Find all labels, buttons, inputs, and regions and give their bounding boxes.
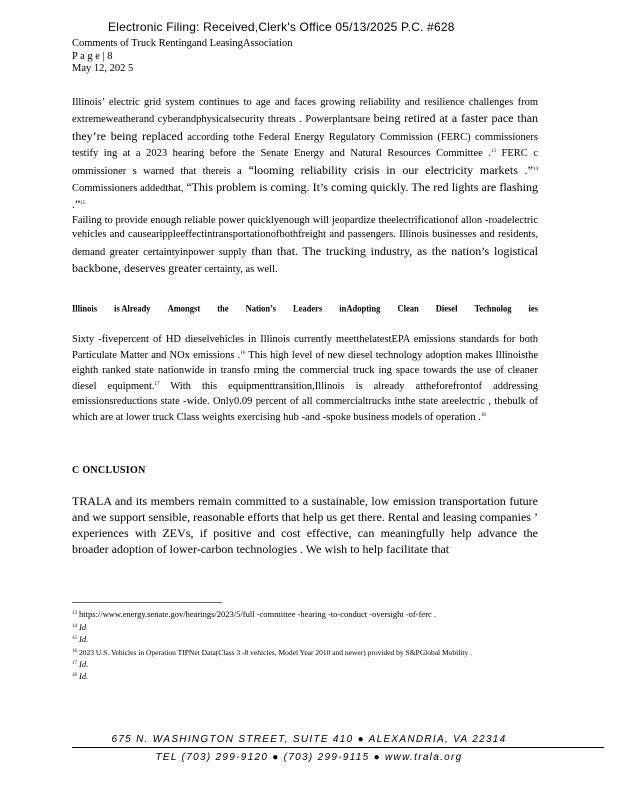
footnote-number: 15 [72, 636, 77, 641]
header-page-number: P a g e | 8 [72, 50, 113, 62]
p2-emphasis: than that. The trucking industry, as the nation’s logistical backbone, deserves greater [72, 243, 538, 276]
subheading-word: is Already [114, 302, 151, 314]
header-date: May 12, 202 5 [72, 63, 134, 74]
p1-quote: “looming reliability crisis in our electricity markets .” [241, 162, 533, 177]
subheading-word: Leaders [292, 302, 323, 314]
subheading-word: ies [528, 302, 538, 314]
footnote-text: Id. [79, 634, 89, 644]
footnote-text: Id. [79, 671, 89, 681]
subheading-word: Technolog [474, 302, 512, 314]
p1-text: Illinois’ electric grid system continues to age and faces growing reliability and resilience challenges from extremeweatherand cyberandphysicalsecurity threats . Powerplantsare [72, 97, 538, 126]
footnote-ref[interactable]: 14 [532, 166, 538, 172]
footnote-item [72, 621, 538, 634]
footnote-number: 17 [72, 660, 77, 666]
footnote-item [72, 658, 538, 671]
footnote-text: Id. [79, 658, 89, 669]
footnote-ref[interactable]: 17 [154, 382, 160, 388]
footnote-ref[interactable]: 13 [490, 149, 496, 155]
footnote-number: 16 [72, 648, 77, 654]
subheading-word: the [217, 302, 229, 314]
section-subheading [72, 303, 538, 314]
footnote-ref[interactable]: 15 [80, 201, 86, 207]
p2-text: Failing to provide enough reliable power quicklyenough will jeopardize theelectrificationof allon -roadelectric vehicles and causearippleeffectintransportationofbothfreight and passengers. Illinois businesses and residents, demand greater certaintyinpower supply [72, 215, 538, 258]
p1-quote: “This problem is coming. It’s coming quickly. The red lights are flashing .” [72, 180, 538, 212]
p1-text: Commissioners addedthat, [72, 183, 184, 195]
footnote-item [72, 646, 538, 658]
subheading-word: inAdopting [339, 302, 381, 314]
p1-text: according tothe Federal Energy Regulatory Commission (FERC) commissioners testify ing at a 2023 hearing before the Senate Energy and Natural Resources Committee . [72, 131, 538, 160]
p3-text: Sixty -fivepercent of HD dieselvehicles in Illinois currently meetthelatestEPA emissions standards for both Particulate Matter and NOx emissions . [72, 334, 538, 362]
conclusion-heading: C ONCLUSION [72, 465, 146, 476]
footnote-number: 14 [72, 623, 77, 629]
footer-divider [72, 747, 604, 748]
footnote-text: Id [79, 621, 87, 632]
paragraph-conclusion: TRALA and its members remain committed to a sustainable, low emission transportation future and we support sensible, reasonable efforts that help us get there. Rental and leasing companies ’ experiences with ZEVs, if positive and cost effective, can meaningfully help advance the broader adoption of lower-carbon technologies . We wish to help facilitate that [72, 494, 538, 556]
p3-text: With this equipmenttransition,Illinois is already attheforefrontof addressing emissionsreductions state -wide. Only0.09 percent of all commercialtrucks inthe state areelectric , thebulk of which are at lower truck Class weights exercising hub -and -spoke business models of operation . [72, 381, 538, 424]
page-header [72, 38, 293, 76]
footer-address: 675 N. WASHINGTON STREET, SUITE 410 ● ALEXANDRIA, VA 22314 [111, 734, 507, 745]
subheading-word: Clean [397, 302, 419, 314]
subheading-word: Nation’s [245, 302, 276, 314]
footnote-divider [72, 602, 222, 603]
p3-text: This high level of new diesel technology adoption makes Illinoisthe eighth ranked state nationwide in transfo rming the commercial truck ing space towards the use of cleaner diesel equipment. [72, 350, 538, 393]
footnote-ref[interactable]: 18 [480, 413, 486, 419]
paragraph-grid-reliability [72, 96, 538, 214]
p1-text: FERC c ommissioner s warned that thereis a [72, 148, 538, 177]
footer-contact: TEL (703) 299-9120 ● (703) 299-9115 ● www.trala.org [155, 752, 463, 763]
subheading-word: Illinois [72, 302, 98, 314]
p1-emphasis: being retired at a faster pace than they’re being replaced [72, 111, 539, 143]
footnote-text: 2023 U.S. Vehicles in Operation TIPNet Data(Class 3 -8 vehicles, Model Year 2010 and newer) provided by S&PGlobal Mobility . [79, 647, 473, 657]
subheading-word: Diesel [435, 302, 458, 314]
footnote-item [72, 633, 538, 646]
footnotes [72, 608, 538, 683]
filing-stamp: Electronic Filing: Received,Clerk's Office 05/13/2025 P.C. #628 [108, 20, 455, 34]
footnote-number: 18 [72, 673, 77, 678]
footnote-link[interactable]: https://www.energy.senate.gov/hearings/2023/5/full -committee -hearing -to-conduct -oversight -of-ferc . [79, 609, 437, 619]
footnote-item [72, 670, 538, 683]
paragraph-power-supply [72, 214, 538, 278]
footnote-item [72, 608, 538, 621]
p2-text: certainty, as well. [201, 264, 278, 276]
header-title: Comments of Truck Rentingand LeasingAssociation [72, 38, 293, 49]
paragraph-diesel-adoption [72, 333, 538, 425]
footnote-number: 13 [72, 611, 77, 616]
footnote-ref[interactable]: 16 [240, 351, 246, 357]
subheading-word: Amongst [167, 302, 201, 314]
